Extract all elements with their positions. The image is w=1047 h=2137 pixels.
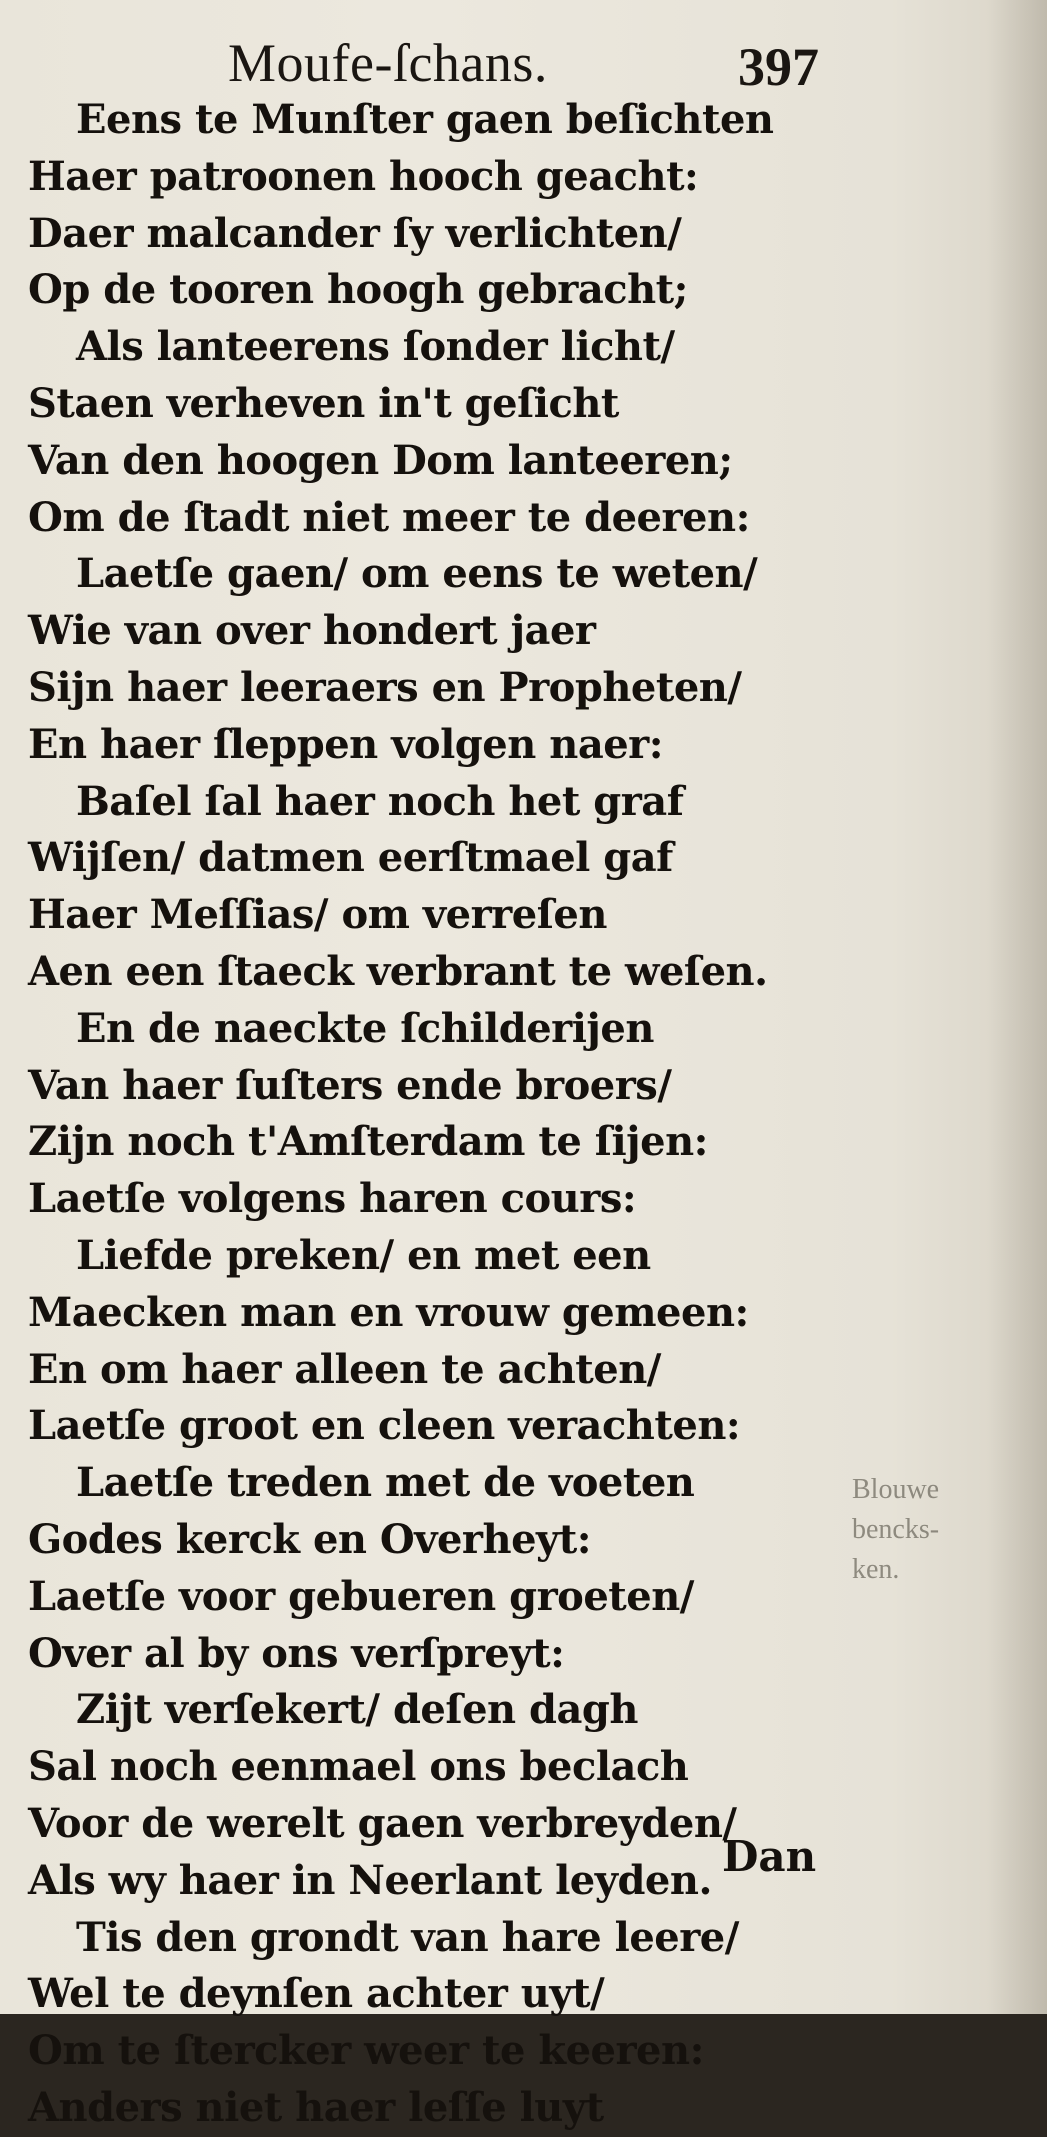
verse-line: Van den hoogen Dom lanteeren;	[28, 436, 733, 484]
verse-line: Zijn noch t'Amſterdam te ſijen:	[28, 1118, 708, 1166]
margin-note-line: bencks-	[852, 1514, 940, 1545]
verse-line: Als wy haer in Neerlant leyden.	[28, 1856, 712, 1904]
margin-note	[852, 1470, 1002, 1590]
running-title: Moufe-ſchans.	[228, 33, 548, 93]
verse-line: Baſel ſal haer noch het graf	[76, 777, 684, 825]
verse-line: Als lanteerens ſonder licht/	[76, 323, 675, 371]
verse-line: Zijt verſekert/ deſen dagh	[76, 1686, 638, 1734]
catchword: Dan	[722, 1832, 817, 1881]
verse-line: Laetſe gaen/ om eens te weten/	[76, 550, 758, 598]
verse-line: Daer malcander ſy verlichten/	[28, 209, 682, 257]
verse-line: Voor de werelt gaen verbreyden/	[28, 1799, 737, 1847]
verse-line: Liefde preken/ en met een	[76, 1231, 651, 1279]
page-header	[0, 20, 1047, 100]
verse-line: Laetſe volgens haren cours:	[28, 1175, 637, 1223]
page-gutter-shadow	[987, 0, 1047, 2014]
verse-line: En haer ſleppen volgen naer:	[28, 720, 664, 768]
margin-note-line: ken.	[852, 1554, 900, 1585]
verse-line: Op de tooren hoogh gebracht;	[28, 266, 688, 314]
verse-line: Wijſen/ datmen eerſtmael gaf	[28, 834, 673, 882]
verse-line: Anders niet haer leſſe luyt	[28, 2083, 604, 2131]
verse-line: Sal noch eenmael ons beclach	[28, 1743, 689, 1791]
verse-line: Maecken man en vrouw gemeen:	[28, 1288, 749, 1336]
verse-line: Van haer ſuſters ende broers/	[28, 1061, 672, 1109]
verse-line: Wie van over hondert jaer	[28, 607, 596, 655]
verse-line: En om haer alleen te achten/	[28, 1345, 661, 1393]
verse-line: Laetſe treden met de voeten	[76, 1459, 695, 1507]
verse-line: Haer Meſſias/ om verreſen	[28, 891, 607, 939]
verse-line: Laetſe voor gebueren groeten/	[28, 1572, 694, 1620]
verse-line: Eens te Munſter gaen beſichten	[76, 96, 774, 143]
verse-line: Tis den grondt van hare leere/	[76, 1913, 739, 1961]
page-number: 397	[738, 37, 819, 97]
verse-line: Laetſe groot en cleen verachten:	[28, 1402, 741, 1450]
verse-line: Om te ſtercker weer te keeren:	[28, 2027, 704, 2075]
verse-line: Over al by ons verſpreyt:	[28, 1629, 565, 1677]
verse-line: Haer patroonen hooch geacht:	[28, 152, 699, 200]
verse-line: Sijn haer leeraers en Propheten/	[28, 663, 742, 711]
verse-line: Om de ſtadt niet meer te deeren:	[28, 493, 750, 541]
verse-line: En de naeckte ſchilderijen	[76, 1004, 654, 1052]
verse-line: Staen verheven in't geſicht	[28, 379, 619, 427]
verse-line: Wel te deynſen achter uyt/	[28, 1970, 605, 2018]
verse-block	[28, 92, 788, 2137]
margin-note-line: Blouwe	[852, 1474, 940, 1505]
verse-line: Aen een ſtaeck verbrant te weſen.	[28, 947, 768, 995]
verse-line: Godes kerck en Overheyt:	[28, 1515, 592, 1563]
